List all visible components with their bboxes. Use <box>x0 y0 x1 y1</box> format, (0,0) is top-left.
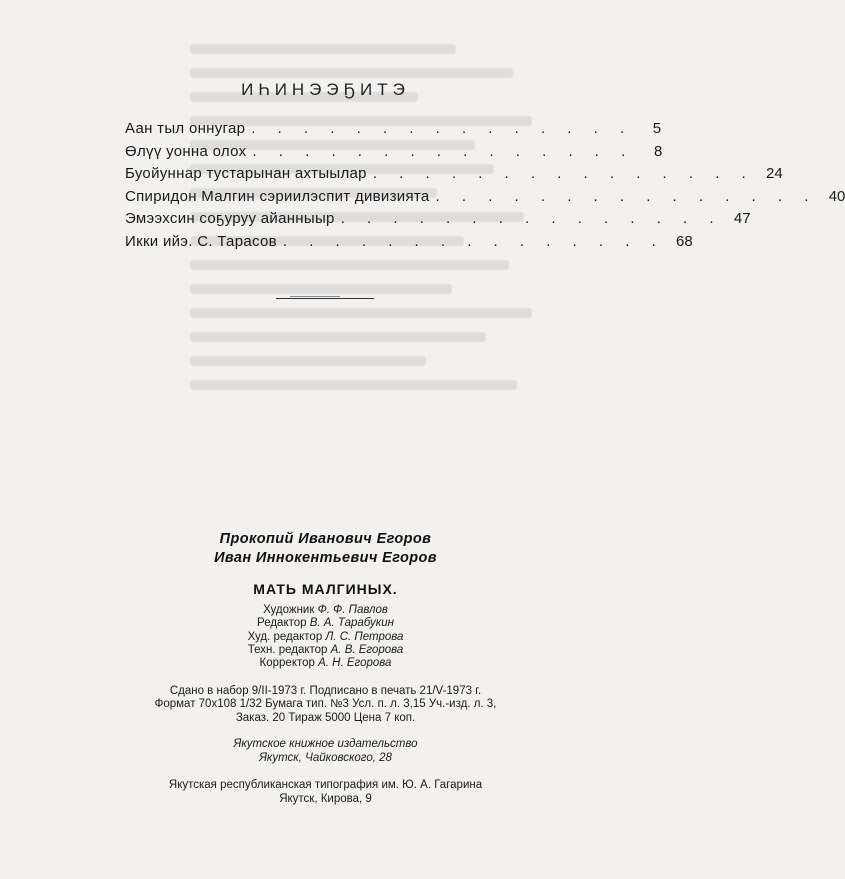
credit-line <box>0 644 651 657</box>
credits-block <box>0 604 651 670</box>
credit-role: Художник <box>263 604 315 616</box>
toc-leader-dots: . . . . . . . . . . . . . . . <box>435 187 818 205</box>
toc-entry-page: 68 <box>676 232 693 250</box>
publisher-address: Якутск, Чайковского, 28 <box>259 751 392 764</box>
publisher-block <box>0 738 651 765</box>
toc-entry <box>125 232 693 256</box>
toc-leader-dots: . . . . . . . . . . . . . . . <box>252 142 635 160</box>
authors-block <box>0 530 651 568</box>
credit-line <box>0 657 651 670</box>
credit-name: Ф. Ф. Павлов <box>317 604 388 616</box>
toc-entry-page: 24 <box>766 165 783 182</box>
toc-entry-page: 47 <box>733 210 751 227</box>
credit-name: В. А. Тарабукин <box>309 617 394 630</box>
printer-block <box>0 778 651 806</box>
toc-leader-dots: . . . . . . . . . . . . . . . <box>340 210 723 227</box>
print-line: Заказ. 20 Тираж 5000 Цена 7 коп. <box>235 711 416 724</box>
toc-entry <box>125 187 845 211</box>
book-title: МАТЬ МАЛГИНЫХ. <box>253 581 398 597</box>
toc-entry <box>125 120 662 143</box>
toc-entry <box>125 142 663 166</box>
credit-name: А. В. Егорова <box>330 643 404 656</box>
toc-entry-title: Өлүү уонна олох <box>125 142 247 160</box>
printer-name: Якутская республиканская типография им. Ю. А. Гагарина <box>168 779 483 791</box>
credit-role: Редактор <box>257 617 307 630</box>
toc-entry-page: 8 <box>653 142 663 160</box>
print-details <box>0 685 651 725</box>
table-of-contents <box>125 120 845 255</box>
print-line: Сдано в набор 9/II-1973 г. Подписано в печать 21/V-1973 г. <box>169 685 482 697</box>
toc-entry <box>125 210 751 233</box>
credit-name: Л. С. Петрова <box>325 630 404 643</box>
toc-entry-page: 5 <box>652 120 662 137</box>
printer-address: Якутск, Кирова, 9 <box>279 793 372 805</box>
toc-entry-title: Эмээхсин соҕуруу айанныыр <box>125 210 335 227</box>
toc-entry-page: 40 <box>828 187 845 205</box>
author-name: Прокопий Иванович Егоров <box>219 531 432 547</box>
credit-line <box>0 631 651 644</box>
toc-leader-dots: . . . . . . . . . . . . . . . <box>282 232 665 250</box>
toc-entry <box>125 165 783 188</box>
toc-entry-title: Спиридон Малгин сэриилэспит дивизията <box>125 187 430 205</box>
credit-role: Корректор <box>259 657 315 670</box>
credit-name: А. Н. Егорова <box>318 657 392 670</box>
divider-rule <box>276 298 374 299</box>
toc-entry-title: Буойуннар тустарынан ахтыылар <box>125 165 367 182</box>
divider-faint <box>290 296 340 297</box>
credit-line <box>0 617 651 630</box>
credit-role: Техн. редактор <box>247 643 328 656</box>
credit-line <box>0 604 651 617</box>
toc-entry-title: Икки ийэ. С. Тарасов <box>125 232 277 250</box>
credit-role: Худ. редактор <box>247 630 323 643</box>
toc-leader-dots: . . . . . . . . . . . . . . . <box>372 165 755 182</box>
toc-leader-dots: . . . . . . . . . . . . . . . <box>251 120 634 137</box>
author-name: Иван Иннокентьевич Егоров <box>214 550 437 566</box>
toc-heading: ИҺИНЭЭҔИТЭ <box>241 80 410 99</box>
publisher-name: Якутское книжное издательство <box>233 738 418 750</box>
print-line: Формат 70х108 1/32 Бумага тип. №3 Усл. п. л. 3,15 Уч.-изд. л. 3, <box>154 698 497 711</box>
toc-entry-title: Аан тыл оннугар <box>125 120 246 137</box>
